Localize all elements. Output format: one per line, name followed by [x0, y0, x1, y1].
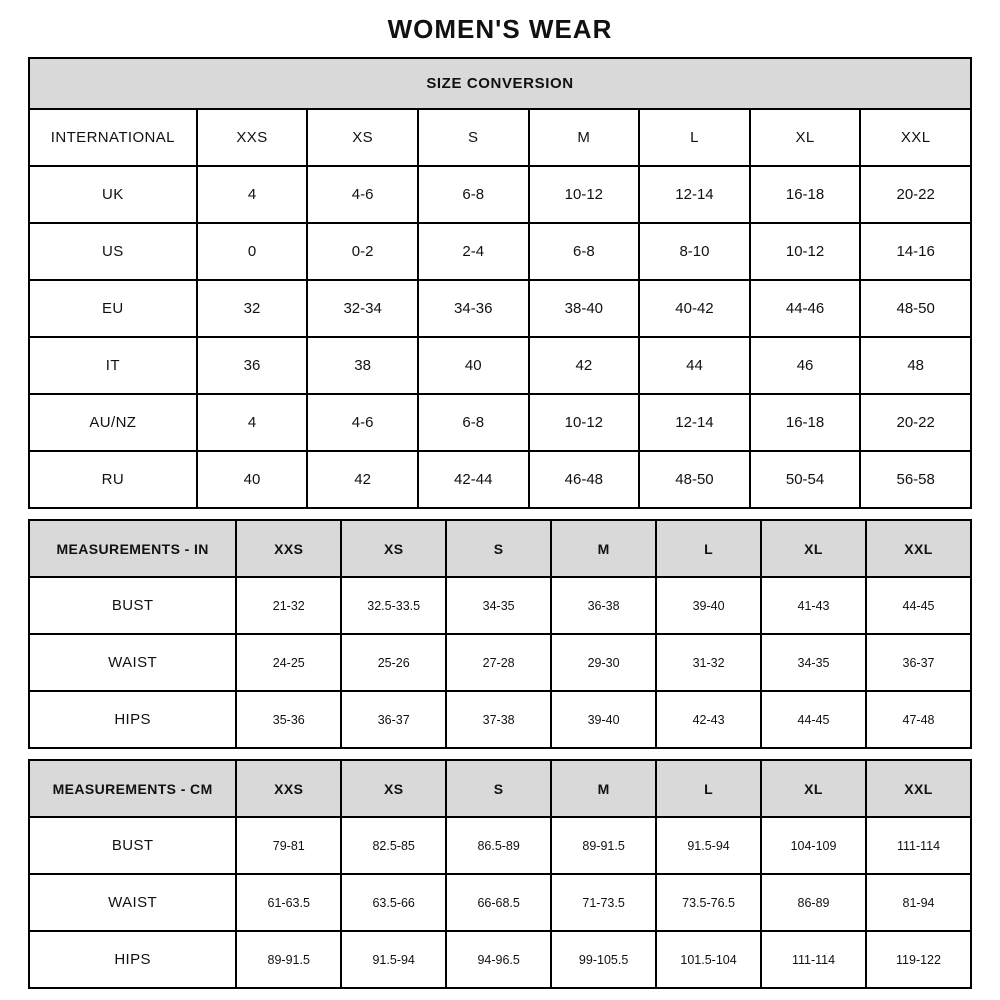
table-row-aunz [29, 394, 971, 451]
measurement-cell: 86-89 [761, 874, 866, 931]
col-header-s: S [446, 520, 551, 577]
col-header-xs: XS [307, 109, 418, 166]
size-cell: 46-48 [529, 451, 640, 508]
size-cell: 32 [197, 280, 308, 337]
measurement-cell: 61-63.5 [236, 874, 341, 931]
size-cell: 48-50 [639, 451, 750, 508]
col-header-international: INTERNATIONAL [29, 109, 197, 166]
measurements-cm-table [28, 759, 972, 989]
measurement-cell: 89-91.5 [551, 817, 656, 874]
col-header-l: L [656, 520, 761, 577]
size-cell: 42-44 [418, 451, 529, 508]
size-cell: 16-18 [750, 166, 861, 223]
size-cell: 34-36 [418, 280, 529, 337]
measurement-cell: 34-35 [761, 634, 866, 691]
measurement-cell: 36-37 [341, 691, 446, 748]
measurement-cell: 111-114 [761, 931, 866, 988]
size-cell: 56-58 [860, 451, 971, 508]
size-conversion-table [28, 57, 972, 509]
measurement-cell: 39-40 [656, 577, 761, 634]
size-cell: 50-54 [750, 451, 861, 508]
measurement-cell: 27-28 [446, 634, 551, 691]
measurement-cell: 94-96.5 [446, 931, 551, 988]
size-cell: 16-18 [750, 394, 861, 451]
size-cell: 12-14 [639, 394, 750, 451]
col-header-s: S [418, 109, 529, 166]
measurement-cell: 37-38 [446, 691, 551, 748]
size-cell: 20-22 [860, 166, 971, 223]
col-header-xs: XS [341, 760, 446, 817]
measurement-cell: 31-32 [656, 634, 761, 691]
measurement-cell: 119-122 [866, 931, 971, 988]
size-cell: 12-14 [639, 166, 750, 223]
table-row-it [29, 337, 971, 394]
measurement-cell: 91.5-94 [656, 817, 761, 874]
col-header-xxs: XXS [236, 520, 341, 577]
measurements-in-table [28, 519, 972, 749]
size-cell: 4 [197, 394, 308, 451]
size-cell: 2-4 [418, 223, 529, 280]
size-cell: 32-34 [307, 280, 418, 337]
table-caption-row [29, 58, 971, 109]
size-cell: 10-12 [750, 223, 861, 280]
size-cell: 48 [860, 337, 971, 394]
col-header-m: M [551, 520, 656, 577]
size-cell: 20-22 [860, 394, 971, 451]
size-cell: 4-6 [307, 166, 418, 223]
size-cell: 6-8 [529, 223, 640, 280]
table-row-ru [29, 451, 971, 508]
col-header-xxl: XXL [866, 520, 971, 577]
size-cell: 40-42 [639, 280, 750, 337]
row-label-waist: WAIST [29, 634, 236, 691]
measurement-cell: 71-73.5 [551, 874, 656, 931]
size-cell: 42 [529, 337, 640, 394]
measurement-cell: 29-30 [551, 634, 656, 691]
col-header-m: M [529, 109, 640, 166]
header-measurements-in: MEASUREMENTS - IN [29, 520, 236, 577]
row-label-us: US [29, 223, 197, 280]
page-title: WOMEN'S WEAR [387, 14, 613, 44]
size-cell: 44-46 [750, 280, 861, 337]
row-label-hips: HIPS [29, 691, 236, 748]
size-cell: 40 [197, 451, 308, 508]
table-row-bust-in [29, 577, 971, 634]
col-header-l: L [639, 109, 750, 166]
col-header-xxl: XXL [866, 760, 971, 817]
size-conversion-title: SIZE CONVERSION [29, 58, 971, 109]
table-row-hips-in [29, 691, 971, 748]
size-cell: 38 [307, 337, 418, 394]
measurement-cell: 79-81 [236, 817, 341, 874]
measurement-cell: 99-105.5 [551, 931, 656, 988]
measurement-cell: 44-45 [761, 691, 866, 748]
col-header-xl: XL [750, 109, 861, 166]
measurement-cell: 32.5-33.5 [341, 577, 446, 634]
measurement-cell: 91.5-94 [341, 931, 446, 988]
size-cell: 8-10 [639, 223, 750, 280]
table-row-waist-in [29, 634, 971, 691]
table-row-eu [29, 280, 971, 337]
measurement-cell: 104-109 [761, 817, 866, 874]
row-label-hips: HIPS [29, 931, 236, 988]
measurement-cell: 47-48 [866, 691, 971, 748]
table-row-waist-cm [29, 874, 971, 931]
measurement-cell: 73.5-76.5 [656, 874, 761, 931]
table-row-bust-cm [29, 817, 971, 874]
measurement-cell: 86.5-89 [446, 817, 551, 874]
table-row-uk [29, 166, 971, 223]
measurement-cell: 66-68.5 [446, 874, 551, 931]
row-label-it: IT [29, 337, 197, 394]
size-cell: 44 [639, 337, 750, 394]
measurement-cell: 21-32 [236, 577, 341, 634]
size-cell: 10-12 [529, 394, 640, 451]
col-header-xs: XS [341, 520, 446, 577]
column-header-row [29, 760, 971, 817]
measurement-cell: 41-43 [761, 577, 866, 634]
size-cell: 46 [750, 337, 861, 394]
measurement-cell: 36-37 [866, 634, 971, 691]
size-cell: 14-16 [860, 223, 971, 280]
col-header-xxl: XXL [860, 109, 971, 166]
measurement-cell: 42-43 [656, 691, 761, 748]
row-label-bust: BUST [29, 817, 236, 874]
measurement-cell: 25-26 [341, 634, 446, 691]
measurement-cell: 63.5-66 [341, 874, 446, 931]
column-header-row [29, 520, 971, 577]
row-label-uk: UK [29, 166, 197, 223]
col-header-m: M [551, 760, 656, 817]
row-label-bust: BUST [29, 577, 236, 634]
table-row-hips-cm [29, 931, 971, 988]
measurement-cell: 36-38 [551, 577, 656, 634]
size-cell: 48-50 [860, 280, 971, 337]
row-label-ru: RU [29, 451, 197, 508]
measurement-cell: 39-40 [551, 691, 656, 748]
col-header-xl: XL [761, 760, 866, 817]
measurement-cell: 111-114 [866, 817, 971, 874]
measurement-cell: 24-25 [236, 634, 341, 691]
row-label-eu: EU [29, 280, 197, 337]
size-cell: 36 [197, 337, 308, 394]
size-cell: 42 [307, 451, 418, 508]
col-header-s: S [446, 760, 551, 817]
header-measurements-cm: MEASUREMENTS - CM [29, 760, 236, 817]
measurement-cell: 44-45 [866, 577, 971, 634]
col-header-l: L [656, 760, 761, 817]
size-cell: 0 [197, 223, 308, 280]
measurement-cell: 35-36 [236, 691, 341, 748]
size-cell: 4-6 [307, 394, 418, 451]
size-cell: 6-8 [418, 394, 529, 451]
col-header-xxs: XXS [197, 109, 308, 166]
size-cell: 0-2 [307, 223, 418, 280]
size-cell: 10-12 [529, 166, 640, 223]
measurement-cell: 82.5-85 [341, 817, 446, 874]
measurement-cell: 34-35 [446, 577, 551, 634]
size-cell: 40 [418, 337, 529, 394]
size-cell: 38-40 [529, 280, 640, 337]
column-header-row [29, 109, 971, 166]
measurement-cell: 101.5-104 [656, 931, 761, 988]
size-cell: 6-8 [418, 166, 529, 223]
row-label-waist: WAIST [29, 874, 236, 931]
table-row-us [29, 223, 971, 280]
measurement-cell: 89-91.5 [236, 931, 341, 988]
measurement-cell: 81-94 [866, 874, 971, 931]
row-label-aunz: AU/NZ [29, 394, 197, 451]
size-cell: 4 [197, 166, 308, 223]
col-header-xl: XL [761, 520, 866, 577]
col-header-xxs: XXS [236, 760, 341, 817]
